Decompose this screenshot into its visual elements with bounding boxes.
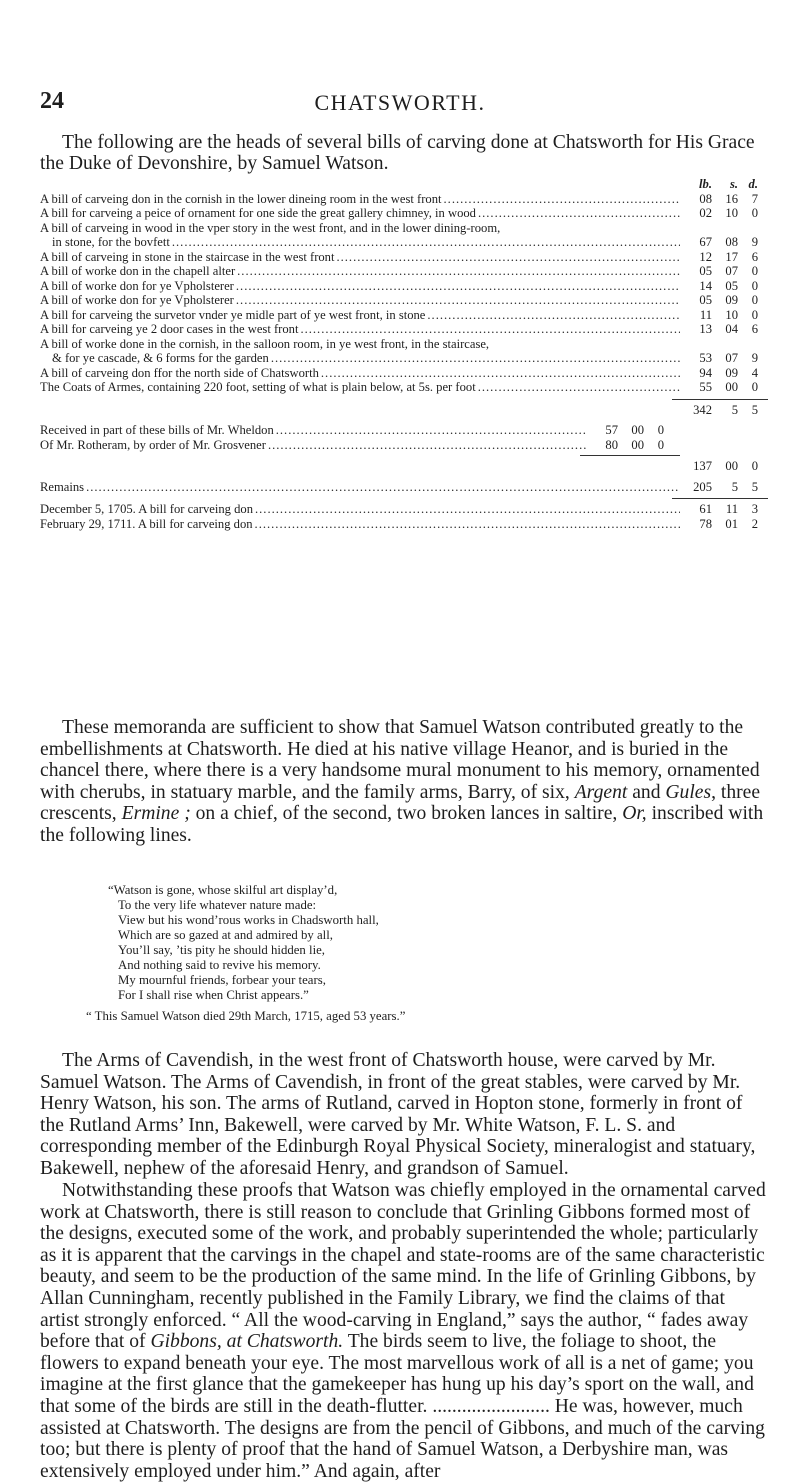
bill-pounds: 12: [699, 249, 712, 264]
bill-row: [40, 293, 768, 308]
bill-description: A bill of worke don for ye Vpholsterer: [40, 278, 234, 293]
bill-pence: 0: [751, 206, 758, 220]
page-header: [40, 88, 760, 116]
bill-pounds: 02: [699, 206, 712, 220]
remains-rule: [672, 498, 768, 499]
received-total-shillings: 00: [725, 459, 738, 473]
bill-row: [40, 322, 768, 337]
bill-row-first-line: [40, 337, 768, 352]
bill-description: A bill of worke don for ye Vpholsterer: [40, 293, 234, 307]
verse-line: Which are so gazed at and admired by all,: [118, 928, 333, 942]
bill-row: [40, 380, 768, 395]
bill-shillings: 10: [725, 206, 738, 220]
bill-description: A bill for carveing a peice of ornament for one side the great gallery chimney, in wood: [40, 206, 476, 220]
later-bill-description: February 29, 1711. A bill for carveing don: [40, 516, 253, 531]
bill-shillings: 10: [725, 307, 738, 322]
bill-shillings: 00: [725, 380, 738, 394]
bill-row-first-line: [40, 221, 768, 236]
bill-description-continued: in stone, for the bovfett: [52, 235, 170, 249]
bill-shillings: 08: [725, 235, 738, 249]
bill-pence: 6: [751, 249, 758, 264]
bill-pounds: 67: [699, 235, 712, 249]
later-bill-shillings: 01: [725, 516, 738, 531]
page-number: 24: [40, 88, 64, 114]
bill-pence: 0: [751, 380, 758, 394]
received-shillings: 00: [631, 437, 644, 452]
bill-pounds: 08: [699, 191, 712, 206]
col-head-shillings: s.: [729, 177, 738, 191]
memoranda-paragraph: [40, 717, 768, 847]
received-total-pounds: 137: [693, 459, 712, 473]
bill-pounds: 13: [699, 322, 712, 336]
tincture-ermine: Ermine ;: [121, 803, 191, 825]
verse-line: My mournful friends, forbear your tears,: [118, 973, 326, 987]
bill-pounds: 14: [699, 278, 712, 293]
bill-description: A bill for carveing the survetor vnder ye midle part of ye west front, in stone: [40, 307, 426, 322]
paragraph-text: Notwithstanding these proofs that Watson was chiefly employed in the ornamental carved work at Chatsworth, there is still reason to conclude that Grinling Gibbons formed most of the designs, executed some of the work, and probably superintended the whole; particularly as it is apparent that the carvings in the chapel and state-rooms are of the same characteristic beauty, and seem to be the production of the same mind. In the life of Grinling Gibbons, by Allan Cunningham, recently published in the Family Library, we find the claims of that artist strongly enforced. “ All the wood-carving in England,” says the author, “ fades away before that of: [40, 1180, 766, 1353]
intro-paragraph: The following are the heads of several bills of carving done at Chatsworth for His Grace the Duke of Devonshire, by Samuel Watson.: [40, 132, 755, 174]
bill-row: [40, 192, 768, 207]
paragraph-text: These memoranda are sufficient to show that Samuel Watson contributed greatly to the embellishments at Chatsworth. He died at his native village Heanor, and is buried in the chancel there, where there is a very handsome mural monument to his memory, ornamented with cherubs, in statuary marble, and the family arms, Barry, of six,: [40, 717, 760, 803]
bill-pence: 9: [751, 235, 758, 249]
bill-description: A bill of carveing don ffor the north side of Chatsworth: [40, 365, 319, 380]
bill-pounds: 05: [699, 264, 712, 278]
received-rule: [580, 455, 680, 456]
bill-row: [40, 366, 768, 381]
bill-row: [40, 264, 768, 279]
received-description: Of Mr. Rotheram, by order of Mr. Grosvener: [40, 437, 266, 452]
bill-row: [40, 250, 768, 265]
later-bill-row: [40, 502, 768, 517]
bill-row: [40, 235, 768, 250]
received-row: [40, 423, 768, 438]
verse-line: And nothing said to revive his memory.: [118, 958, 321, 972]
received-description: Received in part of these bills of Mr. Wheldon: [40, 423, 274, 437]
bill-description: A bill of worke don in the chapell alter: [40, 264, 236, 278]
received-row: [40, 438, 768, 453]
total-shillings: 5: [731, 402, 738, 417]
received-shillings: 00: [631, 423, 644, 437]
bill-pence: 0: [751, 293, 758, 307]
remains-pence: 5: [751, 479, 758, 494]
bill-row: [40, 206, 768, 221]
bill-row: [40, 279, 768, 294]
tincture-gules: Gules: [665, 781, 712, 803]
bill-pounds: 55: [699, 380, 712, 394]
bill-pence: 7: [751, 191, 758, 206]
bill-pence: 0: [751, 278, 758, 293]
later-bill-shillings: 11: [725, 502, 738, 516]
bill-shillings: 04: [725, 322, 738, 336]
remains-row: [40, 480, 768, 495]
paragraph-text: and: [627, 781, 666, 803]
later-bill-description: December 5, 1705. A bill for carveing don: [40, 502, 253, 516]
italic-phrase: Gibbons, at Chatsworth.: [150, 1331, 344, 1353]
epitaph-note: “ This Samuel Watson died 29th March, 1715, aged 53 years.”: [86, 1009, 406, 1023]
bill-description: A bill for carveing ye 2 door cases in the west front: [40, 322, 299, 336]
bill-pence: 0: [751, 264, 758, 278]
running-title: CHATSWORTH.: [314, 90, 486, 115]
bills-total-row: [40, 403, 768, 418]
remains-pounds: 205: [693, 479, 712, 494]
total-rule: [672, 399, 768, 400]
verse-line: You’ll say, ’tis pity he should hidden lie,: [118, 943, 326, 957]
remains-label: Remains: [40, 479, 85, 494]
col-head-pence: d.: [748, 177, 758, 191]
bill-shillings: 09: [725, 293, 738, 307]
verse-line: “Watson is gone, whose skilful art display’d,: [108, 883, 338, 897]
tincture-argent: Argent: [574, 781, 628, 803]
bill-row: [40, 308, 768, 323]
arms-paragraph: The Arms of Cavendish, in the west front of Chatsworth house, were carved by Mr. Samuel Watson. The Arms of Cavendish, in front of the great stables, were carved by Mr. Henry Watson, his son. The arms of Rutland, carved in Hopton stone, formerly in front of the Rutland Arms’ Inn, Bakewell, were carved by Mr. White Watson, F. L. S. and corresponding member of the Edinburgh Royal Physical Society, mineralogist and statuary, Bakewell, nephew of the aforesaid Henry, and grandson of Samuel.: [40, 1050, 756, 1179]
bill-pence: 4: [751, 365, 758, 380]
received-pounds: 57: [605, 423, 618, 437]
total-pounds: 342: [693, 402, 712, 417]
bill-description: A bill of worke done in the cornish, in the salloon room, in ye west front, in the staircase,: [40, 336, 490, 351]
bill-description: The Coats of Armes, containing 220 foot, setting of what is plain below, at 5s. per foot: [40, 380, 476, 394]
later-bill-pounds: 78: [699, 516, 712, 531]
received-pounds: 80: [605, 437, 618, 452]
bill-description: A bill of carveing in wood in the vper story in the west front, and in the lower dining-room,: [40, 220, 501, 235]
paragraph-text: The birds seem to live, the foliage to shoot, the flowers to expand beneath your eye. The most marvellous work of all is a net of game; you imagine at the first glance that the gamekeeper has hung up his day’s sport on the wall, and that some of the birds are still in the death-flutter. ........................ He was, however, much assisted at Chatsworth. The designs are from the pencil of Gibbons, and much of the carving too; but there is plenty of proof that the hand of Samuel Watson, a Derbyshire man, was extensively employed under him.” And again, after: [40, 1331, 765, 1482]
received-total-pence: 0: [751, 459, 758, 473]
paragraph-text: , three crescents,: [40, 781, 761, 825]
later-bill-row: [40, 517, 768, 532]
bill-pence: 9: [751, 351, 758, 365]
bill-shillings: 07: [725, 351, 738, 365]
bills-ledger: [40, 177, 768, 531]
bill-description: A bill of carveing don in the cornish in the lower dineing room in the west front: [40, 191, 442, 206]
bill-pounds: 94: [699, 365, 712, 380]
ledger-column-headings: [40, 177, 768, 192]
total-pence: 5: [751, 402, 758, 417]
bill-shillings: 05: [725, 278, 738, 293]
received-pence: 0: [657, 437, 664, 452]
bill-pence: 6: [751, 322, 758, 336]
gibbons-paragraph: [40, 1180, 768, 1482]
bill-pounds: 05: [699, 293, 712, 307]
remains-shillings: 5: [731, 479, 738, 494]
verse-line: For I shall rise when Christ appears.”: [118, 988, 309, 1002]
received-pence: 0: [657, 423, 664, 437]
bill-row: [40, 351, 768, 366]
paragraph-text: on a chief, of the second, two broken lances in saltire,: [190, 803, 623, 825]
paragraph-text: inscribed with the following lines.: [40, 803, 764, 846]
later-bill-pence: 3: [751, 502, 758, 516]
tincture-or: Or,: [622, 803, 647, 825]
bill-shillings: 17: [725, 249, 738, 264]
bill-pence: 0: [751, 307, 758, 322]
epitaph-verse: [86, 883, 718, 1024]
verse-line: To the very life whatever nature made:: [118, 898, 317, 912]
later-bill-pounds: 61: [699, 502, 712, 516]
bill-description: A bill of carveing in stone in the staircase in the west front: [40, 249, 335, 264]
later-bill-pence: 2: [751, 516, 758, 531]
bill-shillings: 07: [725, 264, 738, 278]
col-head-pounds: lb.: [699, 177, 712, 191]
bill-pounds: 11: [699, 307, 712, 322]
bill-description-continued: & for ye cascade, & 6 forms for the garden: [52, 351, 269, 365]
bill-pounds: 53: [699, 351, 712, 365]
received-total-row: [40, 459, 768, 474]
bill-shillings: 09: [725, 365, 738, 380]
bill-shillings: 16: [725, 191, 738, 206]
verse-line: View but his wond’rous works in Chadsworth hall,: [118, 913, 379, 927]
